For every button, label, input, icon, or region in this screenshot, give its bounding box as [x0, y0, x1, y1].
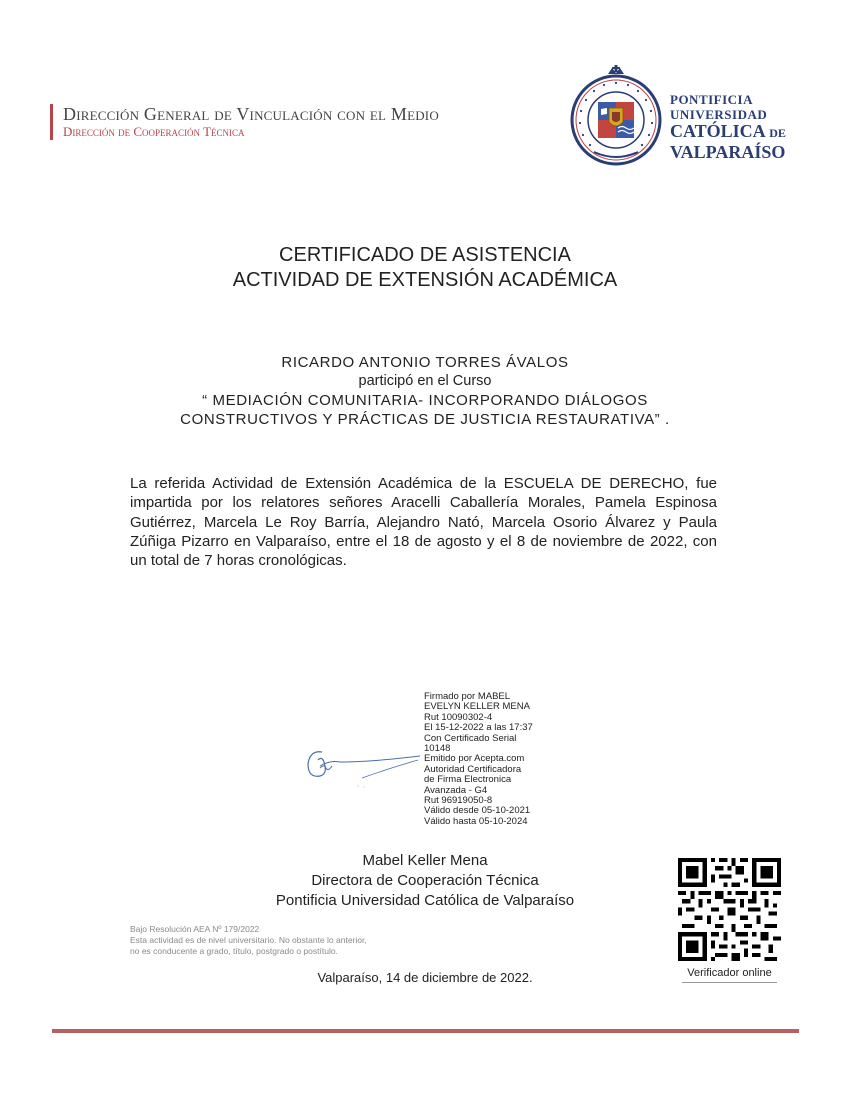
signature-line: Firmado por MABEL — [424, 691, 511, 702]
recipient-name: RICARDO ANTONIO TORRES ÁVALOS — [281, 354, 569, 371]
digital-signature-details — [424, 692, 554, 827]
university-name — [670, 92, 786, 162]
legal-line1: Bajo Resolución AEA Nº 179/2022 — [130, 924, 260, 934]
footer-divider — [52, 1029, 799, 1033]
place-and-date: Valparaíso, 14 de diciembre de 2022. — [317, 970, 533, 985]
title-line1: CERTIFICADO DE ASISTENCIA — [279, 244, 571, 266]
verification-url-fineprint — [672, 981, 787, 984]
signature-line: Emitido por Acepta.com — [424, 753, 525, 765]
signer-role: Directora de Cooperación Técnica — [311, 872, 539, 889]
recipient-block — [0, 353, 850, 429]
legal-note — [130, 924, 367, 957]
signature-line: Válido desde 05-10-2021 — [424, 805, 531, 817]
participation-text: participó en el Curso — [358, 373, 492, 389]
legal-line2: Esta actividad es de nivel universitario. No obstante lo anterior, — [130, 935, 367, 945]
handwritten-signature — [300, 732, 425, 792]
signature-line: Rut 96919050-8 — [424, 795, 493, 807]
course-title-line2: CONSTRUCTIVOS Y PRÁCTICAS DE JUSTICIA RESTAURATIVA” . — [180, 411, 670, 428]
university-line2: UNIVERSIDAD — [670, 107, 768, 122]
signature-line: de Firma Electronica — [424, 774, 512, 786]
course-title-line1: “ MEDIACIÓN COMUNITARIA- INCORPORANDO DIÁLOGOS — [202, 392, 648, 409]
signature-line: Avanzada - G4 — [424, 784, 488, 796]
sub-department-name: Dirección de Cooperación Técnica — [63, 124, 245, 139]
signature-line: Rut 10090302-4 — [424, 711, 493, 723]
department-name: Dirección General de Vinculación con el Medio — [63, 104, 439, 124]
title-line2: ACTIVIDAD DE EXTENSIÓN ACADÉMICA — [232, 269, 618, 291]
signature-line: Con Certificado Serial — [424, 732, 517, 744]
signature-line: EVELYN KELLER MENA — [424, 701, 530, 713]
university-line1: PONTIFICIA — [670, 92, 754, 107]
university-line4: VALPARAÍSO — [670, 142, 786, 162]
certificate-title — [0, 243, 850, 293]
legal-line3: no es conducente a grado, título, postgrado o postítulo. — [130, 946, 338, 956]
university-seal-logo — [568, 64, 664, 168]
signature-line: Válido hasta 05-10-2024 — [424, 815, 528, 827]
certificate-body-paragraph: La referida Actividad de Extensión Académica de la ESCUELA DE DERECHO, fue impartida por los relatores señores Aracelli Caballería Morales, Pamela Espinosa Gutiérrez, Marcela Le Roy Barría, Alejandro Nató, Marcela Osorio Álvarez y Paula Zúñiga Pizarro en Valparaíso, entre el 18 de agosto y el 8 de noviembre de 2022, con un total de 7 horas cronológicas. — [130, 475, 717, 570]
department-header — [50, 104, 439, 140]
signature-line: 10148 — [424, 743, 451, 755]
signature-line: El 15-12-2022 a las 17:37 — [424, 722, 533, 734]
signer-name: Mabel Keller Mena — [362, 852, 488, 869]
signer-institution: Pontificia Universidad Católica de Valparaíso — [275, 892, 575, 909]
signature-line: Autoridad Certificadora — [424, 763, 522, 775]
online-verifier-label[interactable]: Verificador online — [687, 967, 772, 979]
verification-qr-code[interactable] — [678, 858, 781, 961]
university-line3: CATÓLICA DE — [670, 121, 786, 141]
